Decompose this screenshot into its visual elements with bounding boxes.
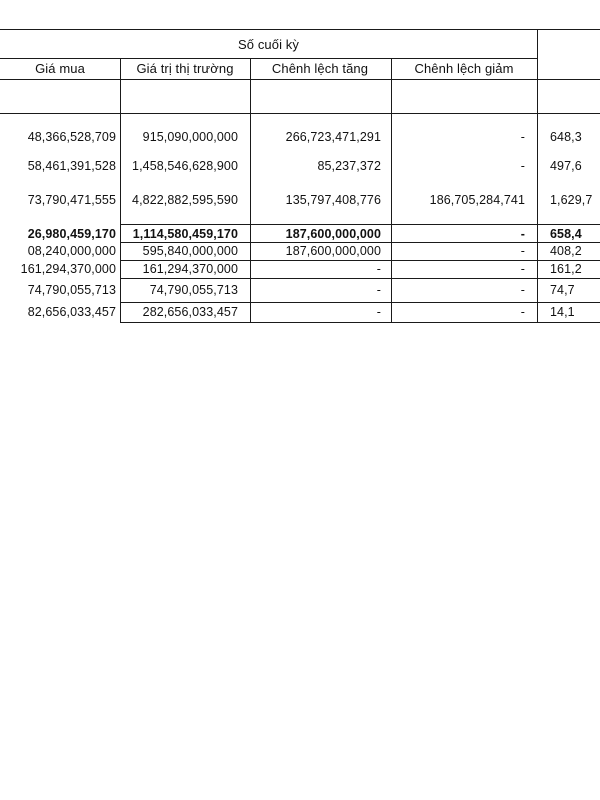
cell-purchase: 82,656,033,457 [27,305,116,319]
row-border [120,260,600,261]
row-border [120,224,600,225]
column-header-increase: Chênh lệch tăng [271,61,369,76]
cell-increase: 187,600,000,000 [285,244,381,258]
table-top-border [0,29,600,30]
cell-purchase: 48,366,528,709 [27,130,116,144]
cell-decrease: - [520,283,525,297]
cell-decrease: 186,705,284,741 [429,193,525,207]
cell-market: 161,294,370,000 [142,262,238,276]
cell-next: 74,7 [550,283,575,297]
cell-purchase: 08,240,000,000 [27,244,116,258]
cell-market: 595,840,000,000 [142,244,238,258]
header-divider [0,58,537,59]
cell-decrease: - [520,159,525,173]
cell-next: 658,4 [550,227,582,241]
cell-purchase: 73,790,471,555 [27,193,116,207]
row-border [120,302,600,303]
cell-next: 408,2 [550,244,582,258]
cell-next: 1,629,7 [550,193,593,207]
cell-market: 4,822,882,595,590 [132,193,238,207]
cell-decrease: - [520,244,525,258]
cell-market: 1,114,580,459,170 [132,227,238,241]
cell-market: 1,458,546,628,900 [132,159,238,173]
cell-increase: - [376,262,381,276]
column-divider [537,29,538,322]
column-header-decrease: Chênh lệch giảm [414,61,514,76]
header-bottom-border [0,79,600,80]
cell-next: 14,1 [550,305,575,319]
table-bottom-border [120,322,600,323]
cell-decrease: - [520,305,525,319]
cell-purchase: 58,461,391,528 [27,159,116,173]
cell-next: 161,2 [550,262,582,276]
column-header-market: Giá trị thị trường [136,61,234,76]
cell-market: 74,790,055,713 [149,283,238,297]
cell-decrease: - [520,262,525,276]
cell-increase: - [376,305,381,319]
cell-increase: 85,237,372 [317,159,381,173]
column-header-purchase: Giá mua [35,61,85,76]
cell-market: 282,656,033,457 [142,305,238,319]
cell-decrease: - [520,227,525,241]
cell-purchase: 26,980,459,170 [27,227,116,241]
cell-purchase: 74,790,055,713 [27,283,116,297]
cell-market: 915,090,000,000 [142,130,238,144]
cell-decrease: - [520,130,525,144]
cell-next: 497,6 [550,159,582,173]
cell-increase: - [376,283,381,297]
cell-increase: 187,600,000,000 [285,227,381,241]
cell-next: 648,3 [550,130,582,144]
period-header: Số cuối kỳ [238,37,299,52]
cell-increase: 266,723,471,291 [285,130,381,144]
cell-purchase: 161,294,370,000 [20,262,116,276]
row-border [120,278,600,279]
cell-increase: 135,797,408,776 [285,193,381,207]
subheader-bottom-border [0,113,600,114]
row-border [120,242,600,243]
